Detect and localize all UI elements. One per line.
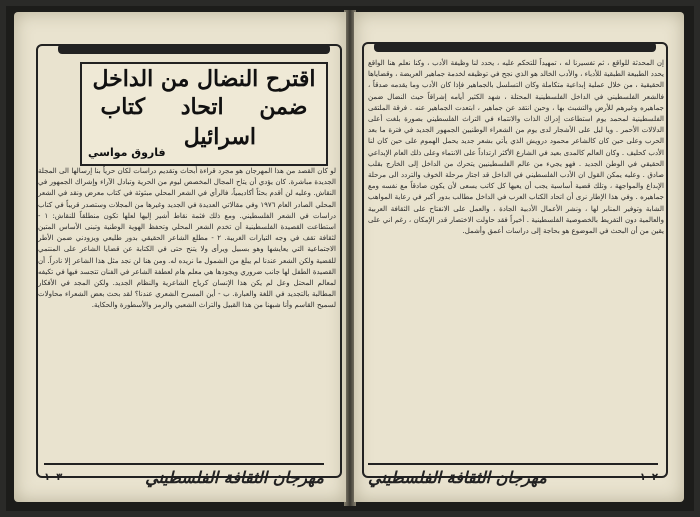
- left-body-text: لو كان القصد من هذا المهرجان هو مجرد قراءة أبحاث وتقديم دراسات لكان حرياً بنا إرسالها الى المجلة الجديدة مباشرة. كان يؤدي أن يتاح المجال المخصص ليوم من الحرية وتبادل الآراء وإشراك الجمهور في النقاش. وعليه لن أقدم بحثاً أكاديمياً، فالرأي في الشعر المحلي مبثوثة في كتاب معرض ونقد في الشعر المحلي الصادر العام ١٩٧٦ وفي مقالاتي العديدة في الجديد وغيرها من المجلات وستصدر قريباً في كتاب دراسات في الشعر الفلسطيني. ومع ذلك فثمة نقاط أشير إليها لعلها تكون منطلقاً للنقاش: ١ - استطاعت القصيدة الفلسطينية أن تخدم الشعر المحلي وتحفظ الهوية الوطنية وتبنى الأساس المتين لثقافة تقف في وجه التيارات الغريبة. ٢ - مطلع الشاعر الحقيقي بدور طليعي ويزودني ضمن الأطر الاجتماعية التي يعايشها وهو بسبيل ويرأى ولا يتنح حتى في الكتابة عن قضايا الشاعر على المنتمي للقضية ولكن الشعر عندنا لم يبلغ من الشمول ما نريده له. ومن هنا لن نجد مثل هذا الشاعر إلا نادراً. أن القصيدة الطفل لها جانب ضروري ويجودها هي معلم هام لعطفة الشاعر في الفنان تتجسد فيها في تكيفه لمعالم المحتل وعل لم يكن هذا الإنسان كرياح الشاعرية والنظام الجديد. ولكن المجد في الأفكار المطالبة بالتجديد في اللغة والعبارة. ب - أين المسرح الشعري عندنا؟ لقد بحث بعض الشعراء محاولات لسميح القاسم وأنا شبهنا من هذا القبيل والتراث الشعبي والرمز والأسطورة والحكاية.: [38, 167, 336, 310]
- right-body-text: إن المحدثة للواقع ، ثم تفسيرنا له ، تمهيداً للتحكم عليه ، يحدد لنا وظيفة الأدب ، وكنا نعلم هنا الواقع يحدد الطبيعة الطبقية للأدباء ، والأدب الخالد هو الذي نجح في توظيفه لخدمة جماهير العريضة ، وقضاياها الحقيقية ، من خلال عملية إبداعية متكاملة وكان التسلسل بالجماهير فإذا كان الأدب وما يقدمه صدقاً ، فالشعر الفلسطيني في الداخل الفلسطينية المحتلة ، شهد الكثير أيامه إشراقاً حيث النضال ضمن جماهيره وغيرهم للأرض والتشبث بها ، وحين انتقد عن جماهير ، ابتعدت الجماهير عنه . فرقة الملتقى الفلسطينية لمحمد يوم استطاعت إدراك الذات والانتماء في التراث الفلسطيني بصورة بلغت أعلى الدلالات الأحمر . ويا ليل على الأشجار لدى يوم من الشعراء الوطنيين الجمهور الجديد في فترة ما بعد الحرب وعلى حين كان كالشاعر محمود درويش الذي يأتي بشعر جديد يحمل الهموم على حين كان لنا الأدب كحليف . وكان العالم كالمدى بعيد في الشارع الأكثر ارتداداً على الانتماء وعلى ذلك العام الإبداعي الحقيقي في الوطن الجديد . فهو يجيء من عالم الفلسطينيين يتحرك من الداخل إلى الخارج بقلب صادق . وعليه يمكن القول ان الأدب الفلسطيني في الداخل قد اجتاز مرحلة الخوف والتردد الى مرحلة الإبداع والمواجهة ، وتلك قضية أساسية يجب أن يعيها كل كاتب يسعى لأن يكون صادقاً مع نفسه ومع جماهيره . وفي هذا الإطار نرى أن اتحاد الكتاب العرب في الداخل مطالب بدور أكبر في رعاية المواهب الشابة وتوفير المنابر لها ، ونشر الأعمال الأدبية الجادة ، والعمل على الانفتاح على الثقافة العربية والعالمية دون التفريط بالخصوصية الفلسطينية . أخيراً فقد حاولت الاختصار قدر الإمكان ، رغم اني على يقين من أن البحث في الموضوع هو بحاجة إلى دراسات أعمق وأشمل.: [368, 59, 664, 236]
- top-rule: [374, 42, 656, 52]
- left-footer: [44, 466, 324, 488]
- festival-banner: مهرجان الثقافة الفلسطيني: [368, 467, 547, 487]
- title-line-1: اقترح النضال من الداخل: [92, 66, 316, 92]
- open-magazine: [6, 6, 694, 511]
- top-rule: [58, 44, 330, 54]
- right-footer: [368, 466, 658, 488]
- left-page: [14, 12, 346, 502]
- right-page: [354, 12, 684, 502]
- page-number: ١٠٢: [639, 471, 658, 483]
- footer-rule: [368, 463, 658, 465]
- footer-rule: [44, 463, 324, 465]
- festival-banner: مهرجان الثقافة الفلسطيني: [145, 467, 324, 487]
- page-number: ١٠٣: [44, 471, 63, 483]
- author-name: فاروق مواسي: [88, 146, 166, 159]
- title-line-3: اسرائيل: [183, 124, 256, 150]
- title-line-2: ضمن اتحاد كتاب: [100, 94, 308, 120]
